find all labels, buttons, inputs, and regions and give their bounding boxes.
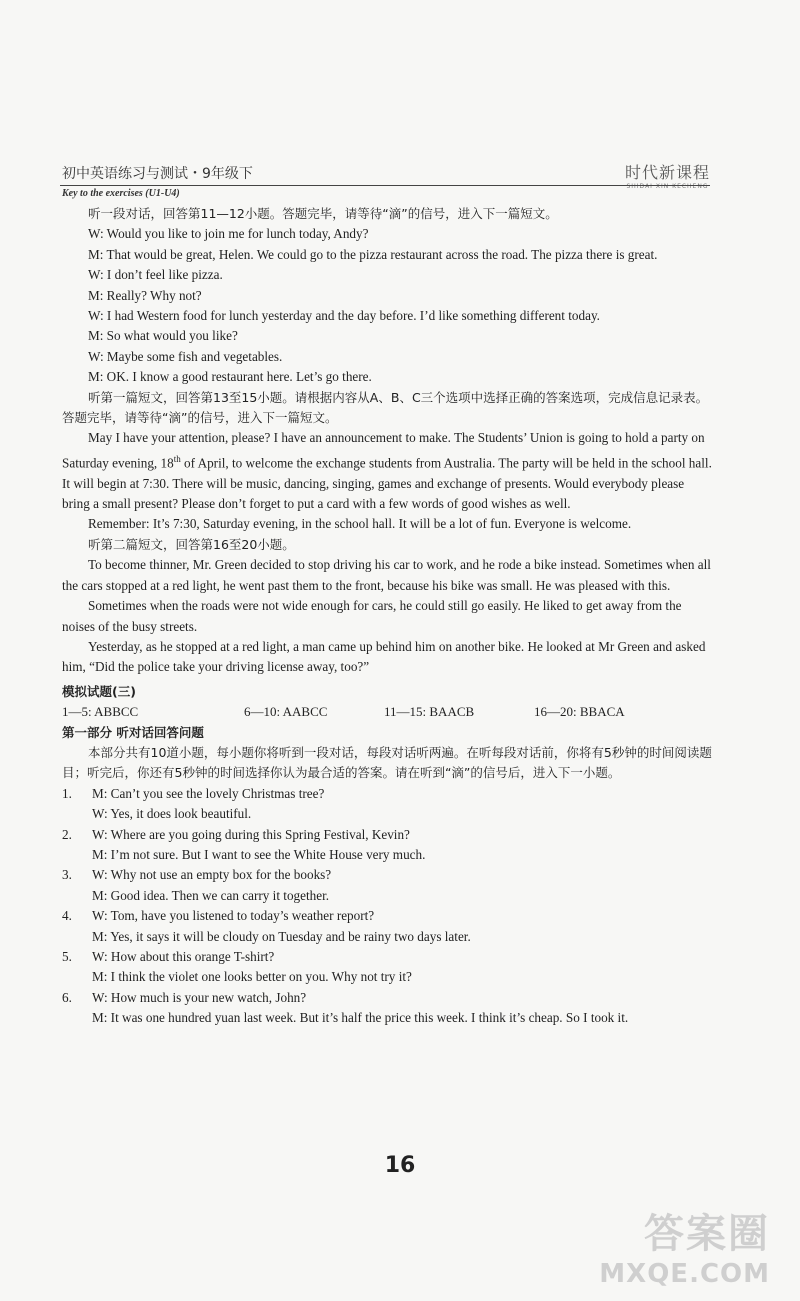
watermark-url: MXQE.COM bbox=[599, 1259, 770, 1289]
dialogue-line: W: Maybe some fish and vegetables. bbox=[88, 348, 283, 364]
answer-group: 1—5: ABBCC bbox=[62, 704, 139, 720]
question-item bbox=[62, 906, 712, 926]
passage-paragraph: Remember: It’s 7:30, Saturday evening, in the school hall. It will be a lot of fun. Everyone is welcome. bbox=[88, 516, 632, 532]
header-rule bbox=[60, 185, 710, 186]
ordinal-suffix: th bbox=[173, 453, 181, 464]
key-line: Key to the exercises (U1-U4) bbox=[62, 188, 180, 199]
passage-paragraph bbox=[62, 428, 712, 514]
question-item bbox=[62, 865, 712, 885]
page-number: 16 bbox=[384, 1153, 416, 1178]
answer-group: 11—15: BAACB bbox=[384, 704, 475, 720]
passage-text: of April, to welcome the exchange students from Australia. The party will be held in the school hall. It will begin at 7:30. There will be music, dancing, singing, games and exchange of presents. Would everybody please bring a small present? Please don’t forget to put a card with a few words of good wishes as well. bbox=[62, 455, 712, 512]
question-line: W: How about this orange T-shirt? bbox=[92, 949, 275, 965]
watermark bbox=[599, 1202, 770, 1289]
book-title: 初中英语练习与测试・9年级下 bbox=[62, 166, 253, 182]
section-instructions: 本部分共有10道小题，每小题你将听到一段对话，每段对话听两遍。在听每段对话前，你将有5秒钟的时间阅读题目；听完后，你还有5秒钟的时间选择你认为最合适的答案。请在听到“滴”的信号后，进入下一小题。 bbox=[62, 744, 712, 781]
dialogue-line: M: That would be great, Helen. We could go to the pizza restaurant across the road. The pizza there is great. bbox=[88, 246, 658, 262]
dialogue-line: M: Really? Why not? bbox=[88, 287, 202, 303]
question-number: 4. bbox=[62, 908, 72, 924]
passage-paragraph: Sometimes when the roads were not wide enough for cars, he could still go easily. He liked to get away from the noises of the busy streets. bbox=[62, 598, 682, 634]
question-line: W: Why not use an empty box for the books? bbox=[92, 867, 332, 883]
dialogue-line: M: So what would you like? bbox=[88, 328, 238, 344]
part-a-intro: 听一段对话，回答第11—12小题。答题完毕，请等待“滴”的信号，进入下一篇短文。 bbox=[88, 206, 558, 221]
answer-group: 16—20: BBACA bbox=[534, 704, 625, 720]
answer-line: M: It was one hundred yuan last week. But it’s half the price this week. I think it’s cheap. So I took it. bbox=[92, 1010, 629, 1026]
dialogue-line: W: I had Western food for lunch yesterday and the day before. I’d like something different today. bbox=[88, 308, 600, 324]
answer-group: 6—10: AABCC bbox=[244, 704, 328, 720]
part-c-intro: 听第二篇短文，回答第16至20小题。 bbox=[88, 536, 295, 552]
question-number: 1. bbox=[62, 785, 72, 801]
question-line: W: How much is your new watch, John? bbox=[92, 989, 307, 1005]
question-line: W: Where are you going during this Spring Festival, Kevin? bbox=[92, 826, 410, 842]
watermark-logo: 答案圈 bbox=[644, 1211, 770, 1257]
question-item bbox=[62, 988, 712, 1008]
question-number: 3. bbox=[62, 867, 72, 883]
passage-paragraph: Yesterday, as he stopped at a red light, a man came up behind him on another bike. He looked at Mr Green and asked him, “Did the police take your driving license away, too?” bbox=[62, 638, 706, 675]
question-number: 6. bbox=[62, 989, 72, 1005]
passage-paragraph: To become thinner, Mr. Green decided to stop driving his car to work, and he rode a bike instead. Sometimes when all the cars stopped at a red light, he went past them to the front, because his bike was small. He was pleased with this. bbox=[62, 557, 711, 593]
passage-text: May I have your attention, please? I have an announcement to make. The Students’ Union is going to hold a party on Saturday evening, 18 bbox=[62, 430, 705, 471]
question-number: 5. bbox=[62, 949, 72, 965]
dialogue-line: W: I don’t feel like pizza. bbox=[88, 267, 223, 283]
question-item bbox=[62, 784, 712, 804]
question-line: M: Can’t you see the lovely Christmas tree? bbox=[92, 785, 325, 801]
part-b-intro: 听第一篇短文，回答第13至15小题。请根据内容从A、B、C三个选项中选择正确的答案选项，完成信息记录表。答题完毕，请等待“滴”的信号，进入下一篇短文。 bbox=[62, 389, 709, 426]
series-logo-pinyin: SHIDAI XIN KECHENG bbox=[626, 183, 709, 190]
question-number: 2. bbox=[62, 826, 72, 842]
answer-line: M: Good idea. Then we can carry it together. bbox=[92, 887, 330, 903]
answer-line: M: I think the violet one looks better on you. Why not try it? bbox=[92, 969, 412, 985]
dialogue-line: W: Would you like to join me for lunch today, Andy? bbox=[88, 226, 369, 242]
answer-line: W: Yes, it does look beautiful. bbox=[92, 806, 252, 822]
answer-line: M: I’m not sure. But I want to see the White House very much. bbox=[92, 846, 426, 862]
answer-key bbox=[62, 702, 712, 722]
question-item bbox=[62, 947, 712, 967]
question-item bbox=[62, 825, 712, 845]
section-heading: 第一部分 听对话回答问题 bbox=[62, 724, 204, 740]
dialogue-line: M: OK. I know a good restaurant here. Let’s go there. bbox=[88, 369, 372, 385]
test-title: 模拟试题(三) bbox=[62, 683, 136, 699]
series-logo-text: 时代新课程 bbox=[624, 163, 710, 182]
question-line: W: Tom, have you listened to today’s weather report? bbox=[92, 908, 375, 924]
answer-line: M: Yes, it says it will be cloudy on Tuesday and be rainy two days later. bbox=[92, 928, 471, 944]
page-content bbox=[62, 204, 712, 1029]
